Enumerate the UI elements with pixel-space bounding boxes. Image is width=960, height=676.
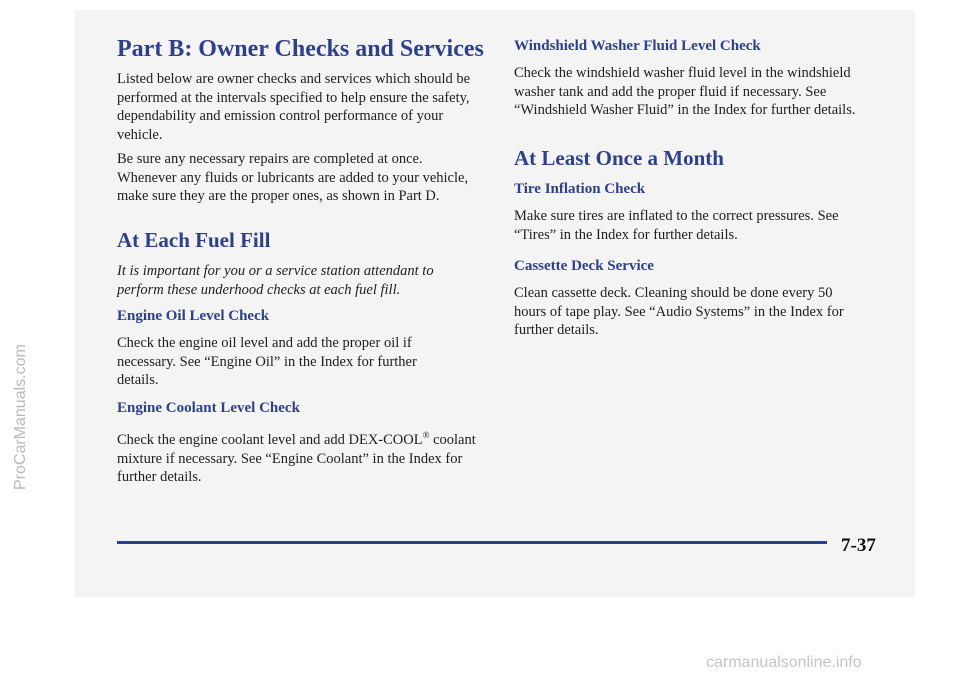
cassette-heading: Cassette Deck Service (514, 258, 654, 274)
cassette-text: Clean cassette deck. Cleaning should be done every 50 hours of tape play. See “Audio Systems” in the Index for further details. (514, 285, 844, 338)
coolant-heading: Engine Coolant Level Check (117, 400, 300, 416)
washer-text: Check the windshield washer fluid level in the windshield washer tank and add the proper fluid if necessary. See “Windshield Washer Fluid” in the Index for further details. (514, 65, 856, 118)
monthly-heading: At Least Once a Month (514, 146, 724, 170)
washer-heading: Windshield Washer Fluid Level Check (514, 38, 761, 54)
coolant-text (117, 426, 479, 487)
section-title: Part B: Owner Checks and Services (117, 36, 484, 62)
engine-oil-text: Check the engine oil level and add the proper oil if necessary. See “Engine Oil” in the Index for further details. (117, 335, 417, 388)
intro-paragraph-2: Be sure any necessary repairs are completed at once. Whenever any fluids or lubricants are added to your vehicle, make sure they are the proper ones, as shown in Part D. (117, 151, 469, 204)
tire-heading: Tire Inflation Check (514, 181, 646, 197)
coolant-text-end: coolant mixture if necessary. See “Engine Coolant” in the Index for further details. (117, 432, 476, 485)
intro-paragraph-1: Listed below are owner checks and services which should be performed at the intervals specified to help ensure the safety, dependability and emission control performance of your vehicle. (117, 71, 471, 143)
registered-mark: ® (422, 430, 430, 440)
tire-text: Make sure tires are inflated to the correct pressures. See “Tires” in the Index for further details. (514, 208, 839, 243)
page-number: 7-37 (841, 535, 876, 556)
footer-rule (117, 541, 827, 544)
side-watermark: ProCarManuals.com (12, 344, 29, 490)
manual-page (75, 10, 915, 597)
footer-watermark: carmanualsonline.info (706, 654, 862, 671)
fuel-fill-heading: At Each Fuel Fill (117, 228, 271, 252)
fuel-fill-note: It is important for you or a service station attendant to perform these underhood checks at each fuel fill. (117, 263, 434, 298)
coolant-text-start: Check the engine coolant level and add DEX-COOL (117, 432, 423, 448)
engine-oil-heading: Engine Oil Level Check (117, 308, 270, 324)
